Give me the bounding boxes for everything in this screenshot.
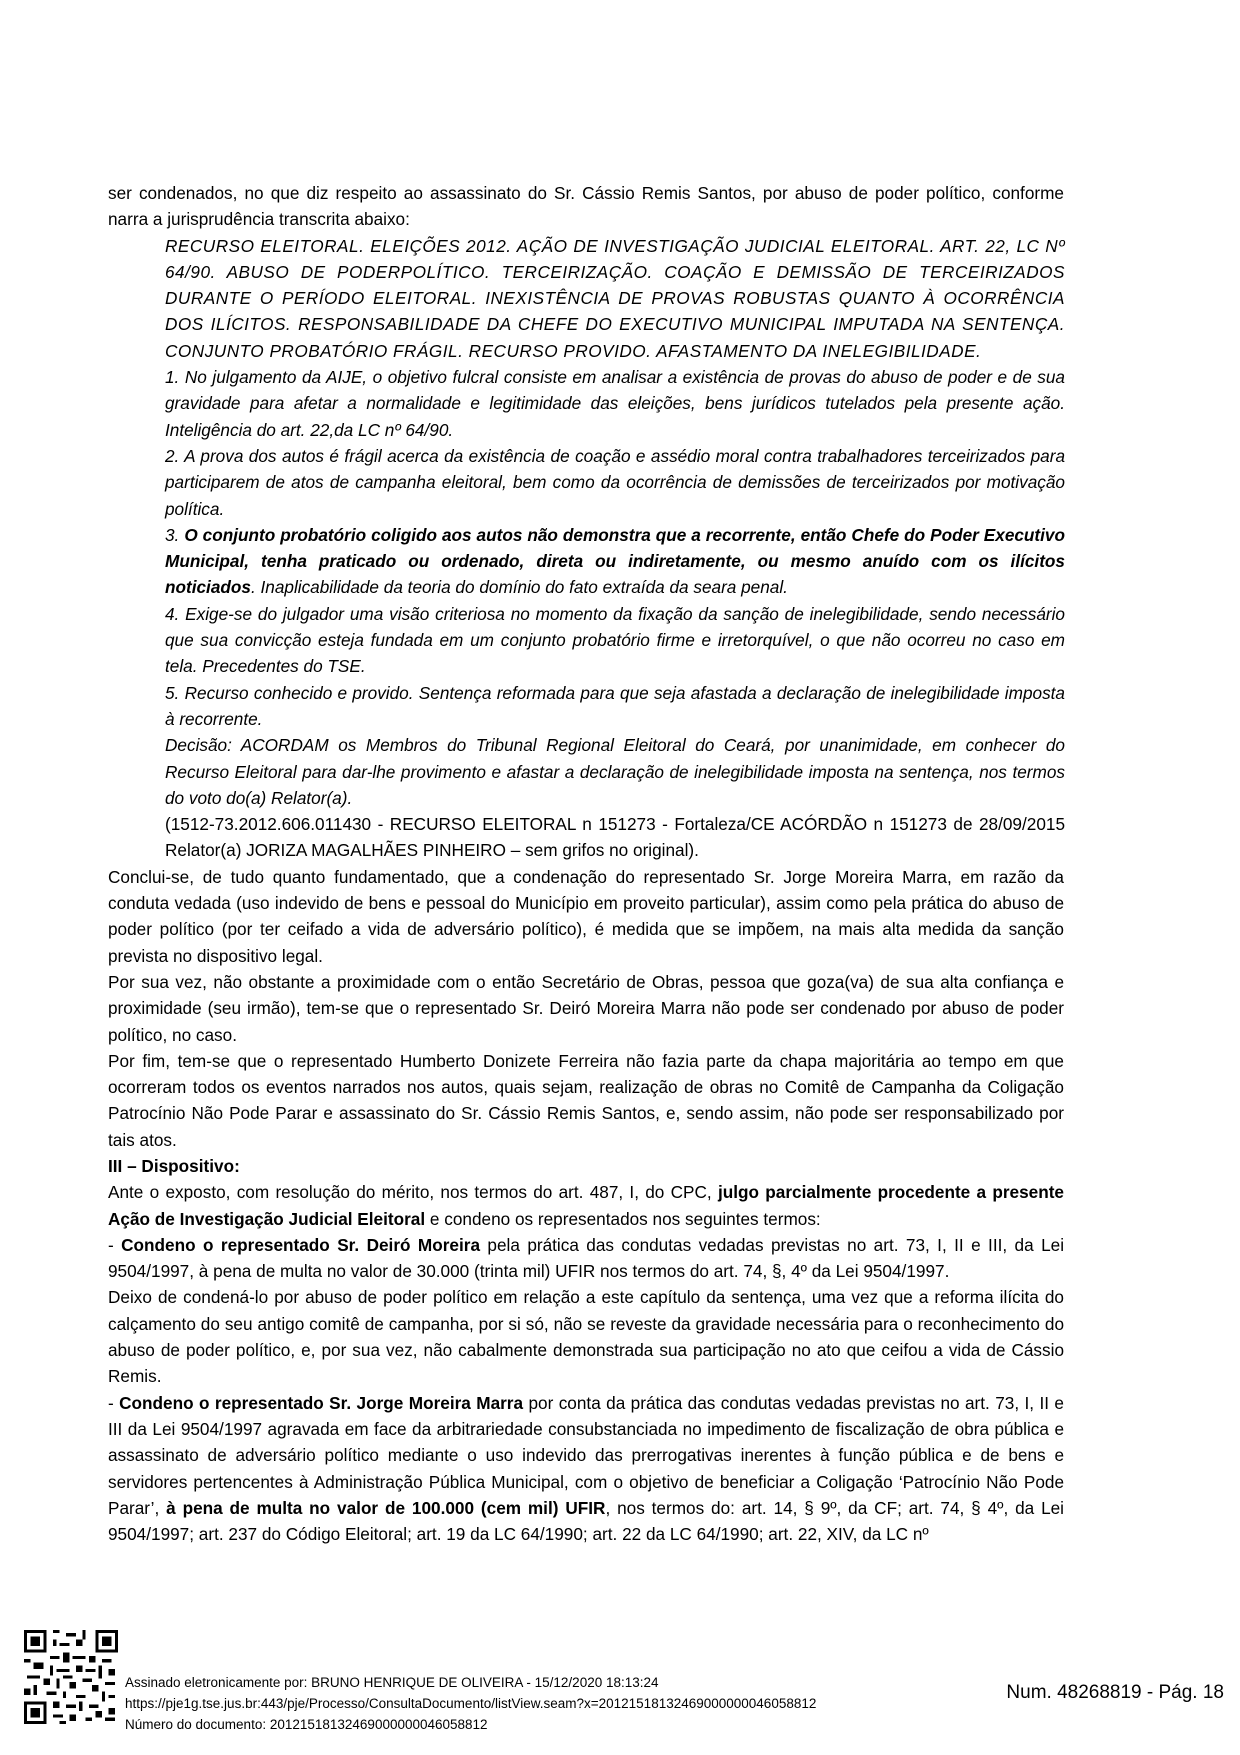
jurisprudence-quote bbox=[165, 233, 1065, 864]
quote-item-5: 5. Recurso conhecido e provido. Sentença reformada para que seja afastada a declaração de inelegibilidade imposta à recorrente. bbox=[165, 682, 1065, 729]
document-url[interactable]: https://pje1g.tse.jus.br:443/pje/Processo/ConsultaDocumento/listView.seam?x=20121518132469000000046058812 bbox=[125, 1696, 817, 1711]
fine-amount-bold: à pena de multa no valor de 100.000 (cem mil) UFIR bbox=[166, 1497, 606, 1518]
section-heading-dispositivo bbox=[108, 1153, 1064, 1179]
dash: - bbox=[108, 1392, 120, 1413]
condemn-jorge-text: por conta da prática das condutas vedadas previstas no art. 73, I, II e III da Lei 9504/1997 agravada em face da arbitrariedade consubstanciada no impedimento de fiscalização de obra pública e assassinato de adversário político mediante o uso indevido das prerrogativas inerentes à função pública e de bens e servidores pertencentes à Administração Pública Municipal, com o objetivo de beneficiar a Coligação ‘Patrocínio Não Pode Parar’, bbox=[108, 1392, 1064, 1518]
quote-reference: (1512-73.2012.606.011430 - RECURSO ELEITORAL n 151273 - Fortaleza/CE ACÓRDÃO n 151273 de 28/09/2015 Relator(a) JORIZA MAGALHÃES PINHEIRO – sem grifos no original). bbox=[165, 814, 1065, 861]
paragraph-no-abuse: Deixo de condená-lo por abuso de poder político em relação a este capítulo da sentença, uma vez que a reforma ilícita do calçamento do seu antigo comitê de campanha, por si só, não se reveste da gravidade necessária para o reconhecimento do abuso de poder político, e, por sua vez, não cabalmente demonstrada sua participação no ato que ceifou a vida de Cássio Remis. bbox=[108, 1287, 1064, 1387]
qr-code-icon bbox=[24, 1630, 118, 1724]
paragraph-condemn-deiro bbox=[108, 1232, 1064, 1285]
quote-ementa: RECURSO ELEITORAL. ELEIÇÕES 2012. AÇÃO DE INVESTIGAÇÃO JUDICIAL ELEITORAL. ART. 22, LC Nº 64/90. ABUSO DE PODERPOLÍTICO. TERCEIRIZAÇÃO. COAÇÃO E DEMISSÃO DE TERCEIRIZADOS DURANTE O PERÍODO ELEITORAL. INEXISTÊNCIA DE PROVAS ROBUSTAS QUANTO À OCORRÊNCIA DOS ILÍCITOS. RESPONSABILIDADE DA CHEFE DO EXECUTIVO MUNICIPAL IMPUTADA NA SENTENÇA. CONJUNTO PROBATÓRIO FRÁGIL. RECURSO PROVIDO. AFASTAMENTO DA INELEGIBILIDADE. bbox=[165, 235, 1065, 361]
document-number: Número do documento: 20121518132469000000046058812 bbox=[125, 1717, 488, 1732]
paragraph-humberto: Por fim, tem-se que o representado Humberto Donizete Ferreira não fazia parte da chapa majoritária ao tempo em que ocorreram todos os eventos narrados nos autos, quais sejam, realização de obras no Comitê de Campanha da Coligação Patrocínio Não Pode Parar e assassinato do Sr. Cássio Remis Santos, e, sendo assim, não pode ser responsabilizado por tais atos. bbox=[108, 1050, 1064, 1150]
quote-item-3-bold: O conjunto probatório coligido aos autos não demonstra que a recorrente, então Chefe do Poder Executivo Municipal, tenha praticado ou ordenado, direta ou indiretamente, ou mesmo anuído com os ilícitos noticiados bbox=[165, 524, 1065, 598]
condemn-deiro-rest: pela prática das condutas vedadas previstas no art. 73, I, II e III, da Lei 9504/1997, à pena de multa no valor de 30.000 (trinta mil) UFIR nos termos do art. 74, §, 4º da Lei 9504/1997. bbox=[108, 1234, 1065, 1282]
page-number: Num. 48268819 - Pág. 18 bbox=[1006, 1682, 1224, 1703]
paragraph-conclusion: Conclui-se, de tudo quanto fundamentado, que a condenação do representado Sr. Jorge Moreira Marra, em razão da conduta vedada (uso indevido de bens e pessoal do Município em proveito particular), assim como pela prática do abuso de poder político (por ter ceifado a vida de adversário político), é medida que se impõem, na mais alta medida da sanção prevista no dispositivo legal. bbox=[108, 866, 1064, 966]
quote-item-2: 2. A prova dos autos é frágil acerca da existência de coação e assédio moral contra trabalhadores terceirizados para participarem de atos de campanha eleitoral, bem como da ocorrência de demissões de terceirizados por motivação política. bbox=[165, 445, 1065, 519]
condemn-jorge-end: , nos termos do: art. 14, § 9º, da CF; art. 74, § 4º, da Lei 9504/1997; art. 237 do Código Eleitoral; art. 19 da LC 64/1990; art. 22 da LC 64/1990; art. 22, XIV, da LC nº bbox=[108, 1497, 1065, 1545]
condemn-deiro-bold: Condeno o representado Sr. Deiró Moreira bbox=[121, 1234, 481, 1255]
quote-item-1: 1. No julgamento da AIJE, o objetivo fulcral consiste em analisar a existência de provas do abuso de poder e de sua gravidade para afetar a normalidade e legitimidade das eleições, bens jurídicos tutelados pela presente ação. Inteligência do art. 22,da LC nº 64/90. bbox=[165, 367, 1065, 440]
quote-item-3-rest: . Inaplicabilidade da teoria do domínio do fato extraída da seara penal. bbox=[250, 577, 788, 598]
paragraph-condemn-jorge bbox=[108, 1390, 1064, 1548]
heading-text: III – Dispositivo: bbox=[108, 1155, 240, 1176]
quote-item-3 bbox=[165, 522, 1065, 601]
quote-item-4: 4. Exige-se do julgador uma visão criteriosa no momento da fixação da sanção de inelegibilidade, sendo necessário que sua convicção esteja fundada em um conjunto probatório firme e irretorquível, o que não ocorreu no caso em tela. Precedentes do TSE. bbox=[165, 603, 1065, 677]
document-footer bbox=[0, 1620, 1240, 1755]
signed-by-text: Assinado eletronicamente por: BRUNO HENRIQUE DE OLIVEIRA - 15/12/2020 18:13:24 bbox=[125, 1675, 659, 1690]
dash: - bbox=[108, 1234, 122, 1255]
quote-item-3-prefix: 3. bbox=[165, 524, 185, 545]
paragraph-judgment bbox=[108, 1179, 1064, 1232]
signature-block bbox=[125, 1672, 816, 1735]
document-page bbox=[108, 180, 1064, 1547]
judgment-text-b: e condeno os representados nos seguintes termos: bbox=[425, 1208, 821, 1229]
condemn-jorge-bold: Condeno o representado Sr. Jorge Moreira Marra bbox=[119, 1392, 524, 1413]
paragraph-intro: ser condenados, no que diz respeito ao assassinato do Sr. Cássio Remis Santos, por abuso de poder político, conforme narra a jurisprudência transcrita abaixo: bbox=[108, 183, 1064, 230]
judgment-text-a: Ante o exposto, com resolução do mérito, nos termos do art. 487, I, do CPC, bbox=[108, 1182, 718, 1203]
quote-decision: Decisão: ACORDAM os Membros do Tribunal Regional Eleitoral do Ceará, por unanimidade, em conhecer do Recurso Eleitoral para dar-lhe provimento e afastar a declaração de inelegibilidade imposta na sentença, nos termos do voto do(a) Relator(a). bbox=[165, 735, 1065, 808]
judgment-text-bold: julgo parcialmente procedente a presente Ação de Investigação Judicial Eleitoral bbox=[108, 1182, 1064, 1229]
paragraph-deiro: Por sua vez, não obstante a proximidade com o então Secretário de Obras, pessoa que goza(va) de sua alta confiança e proximidade (seu irmão), tem-se que o representado Sr. Deiró Moreira Marra não pode ser condenado por abuso de poder político, no caso. bbox=[108, 971, 1064, 1045]
